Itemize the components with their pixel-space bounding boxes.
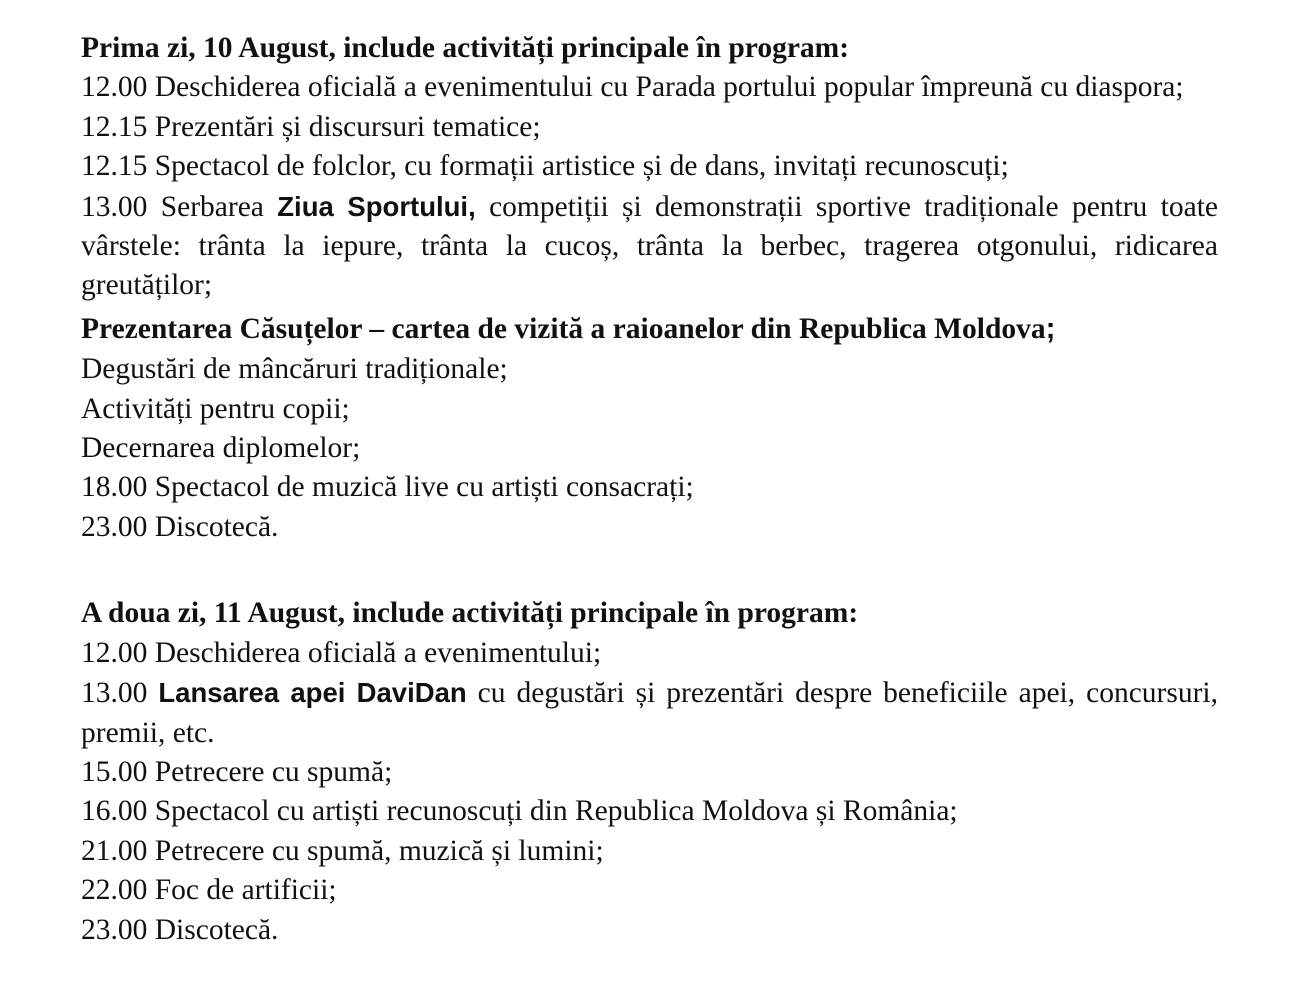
day1-item-opening: 12.00 Deschiderea oficială a evenimentului cu Parada portului popular împreună cu diaspora;: [81, 71, 1184, 104]
day1-item-sport-prefix: 13.00 Serbarea: [81, 190, 278, 223]
day1-casute-text: Prezentarea Căsuțelor – cartea de vizită a raioanelor din Republica Moldova: [81, 312, 1046, 345]
day1-item-tasting: Degustări de mâncăruri tradiționale;: [81, 353, 508, 386]
day2-item-disco: 23.00 Discotecă.: [81, 913, 279, 946]
day1-item-sport: [81, 187, 1218, 306]
day1-item-diplomas: Decernarea diplomelor;: [81, 432, 361, 465]
section-spacer: [81, 547, 1218, 594]
day2-item-davidan-rest: cu degustări și prezentări despre beneficiile apei, concursuri, premii, etc.: [81, 677, 1218, 749]
day2-item-davidan-prefix: 13.00: [81, 677, 159, 710]
day1-item-concert: 18.00 Spectacol de muzică live cu artiști consacrați;: [81, 471, 694, 504]
day1-item-kids: Activități pentru copii;: [81, 392, 350, 425]
day1-casute-end: ;: [1045, 311, 1056, 345]
day2-item-davidan-bold: Lansarea apei DaviDan: [158, 677, 467, 709]
day1-item-sport-rest: competiții și demonstrații sportive tradiționale pentru toate vârstele: trânta la iepure, trânta la cucoș, trânta la berbec, tragerea otgonului, ridicarea greutăților;: [81, 190, 1218, 302]
day1-item-sport-bold: Ziua Sportului,: [277, 190, 476, 222]
day2-item-foam-party: 15.00 Petrecere cu spumă;: [81, 755, 393, 788]
day1-item-presentations: 12.15 Prezentări și discursuri tematice;: [81, 110, 541, 143]
day1-item-folklore: 12.15 Spectacol de folclor, cu formații artistice și de dans, invitați recunoscuți;: [81, 150, 1009, 183]
day2-heading: A doua zi, 11 August, include activități principale în program:: [81, 597, 859, 630]
day1-item-disco: 23.00 Discotecă.: [81, 510, 279, 543]
day2-item-foam-lights: 21.00 Petrecere cu spumă, muzică și lumini;: [81, 834, 604, 867]
day1-casute-heading: [81, 309, 1218, 349]
day2-item-fireworks: 22.00 Foc de artificii;: [81, 874, 337, 907]
day2-item-opening: 12.00 Deschiderea oficială a evenimentului;: [81, 636, 602, 669]
day1-heading: Prima zi, 10 August, include activități principale în program:: [81, 32, 850, 64]
program-document: [81, 29, 1218, 950]
day2-item-show: 16.00 Spectacol cu artiști recunoscuți din Republica Moldova și România;: [81, 795, 958, 828]
day2-item-davidan: [81, 673, 1218, 753]
